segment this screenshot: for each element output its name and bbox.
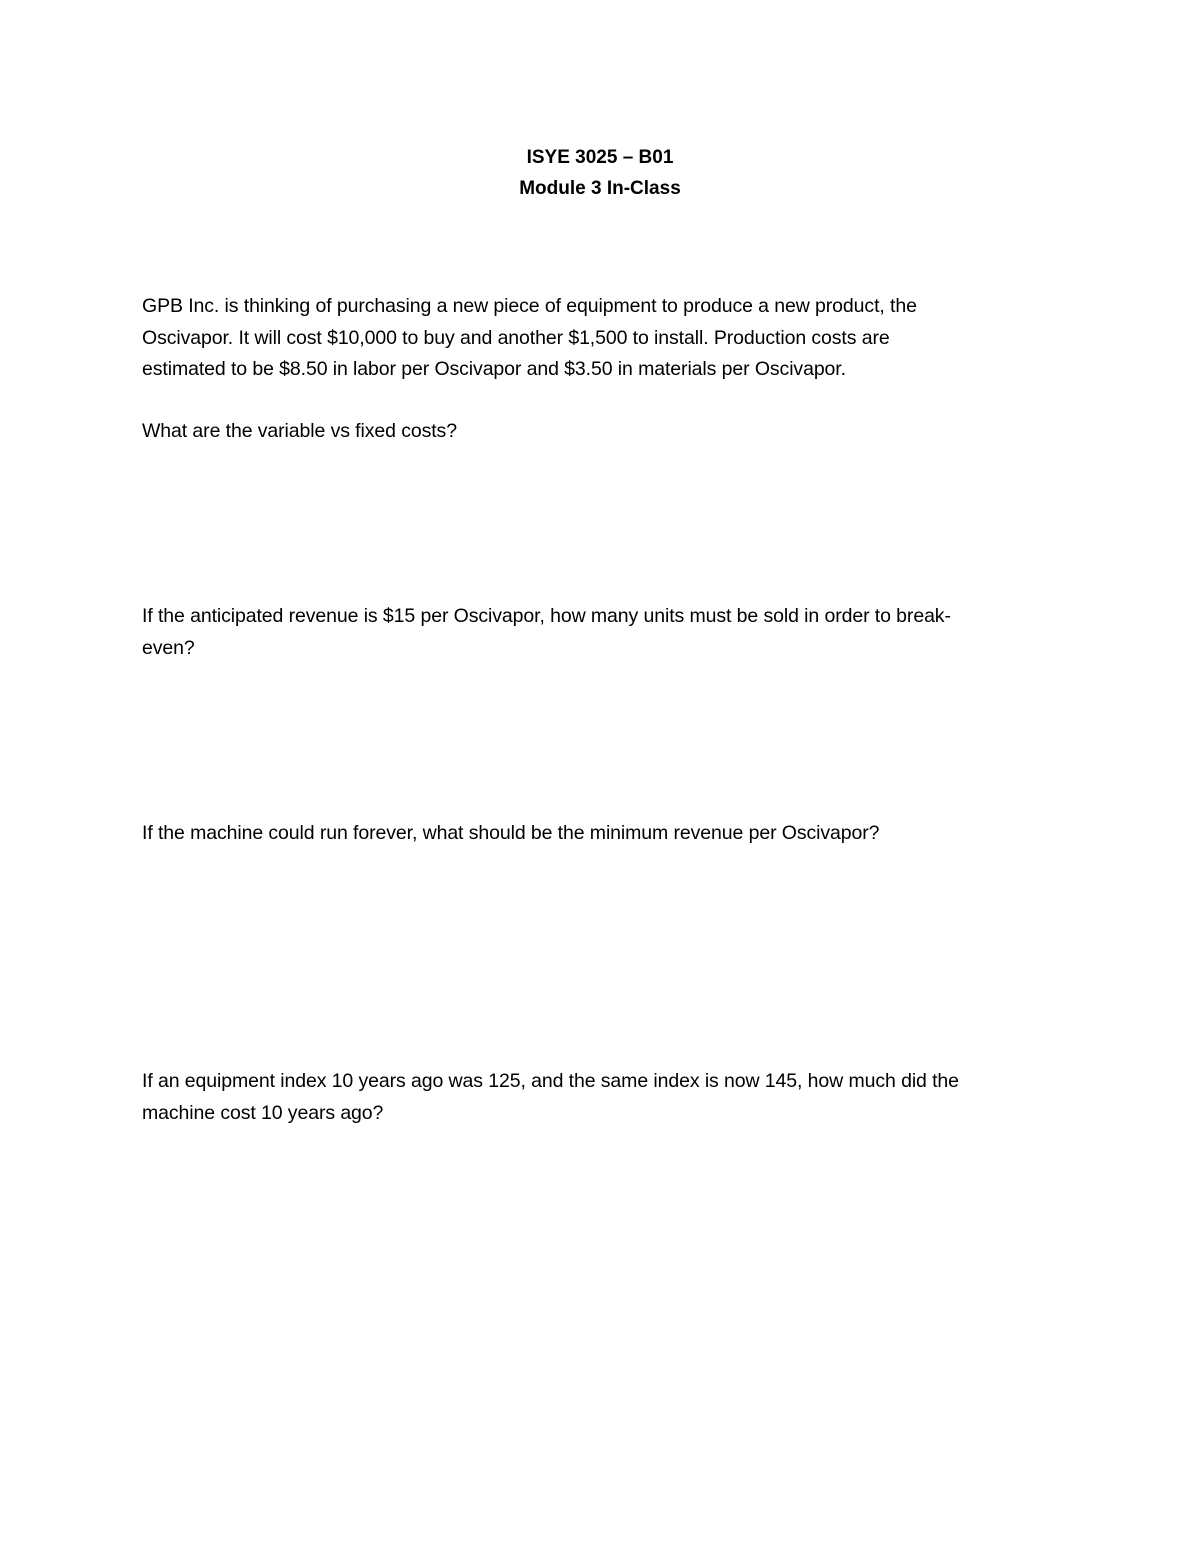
question-break-even: [142, 601, 1062, 664]
module-title: Module 3 In-Class: [519, 178, 681, 199]
course-heading: ISYE 3025 – B01: [526, 147, 674, 168]
question-line: If the machine could run forever, what should be the minimum revenue per Oscivapor?: [142, 822, 880, 844]
question-line: If an equipment index 10 years ago was 125, and the same index is now 145, how much did the: [142, 1070, 959, 1092]
intro-line: GPB Inc. is thinking of purchasing a new piece of equipment to produce a new product, the: [142, 295, 917, 317]
intro-line: Oscivapor. It will cost $10,000 to buy and another $1,500 to install. Production costs are: [142, 326, 890, 349]
question-line: machine cost 10 years ago?: [142, 1101, 384, 1124]
question-minimum-revenue: [142, 818, 1062, 850]
intro-line: estimated to be $8.50 in labor per Oscivapor and $3.50 in materials per Oscivapor.: [142, 358, 846, 380]
question-line: even?: [142, 636, 195, 659]
question-line: If the anticipated revenue is $15 per Oscivapor, how many units must be sold in order to break-: [142, 605, 951, 627]
intro-paragraph: [142, 291, 1062, 386]
question-equipment-index: [142, 1066, 1062, 1129]
question-variable-fixed-costs: [142, 416, 1062, 448]
question-line: What are the variable vs fixed costs?: [142, 420, 457, 442]
